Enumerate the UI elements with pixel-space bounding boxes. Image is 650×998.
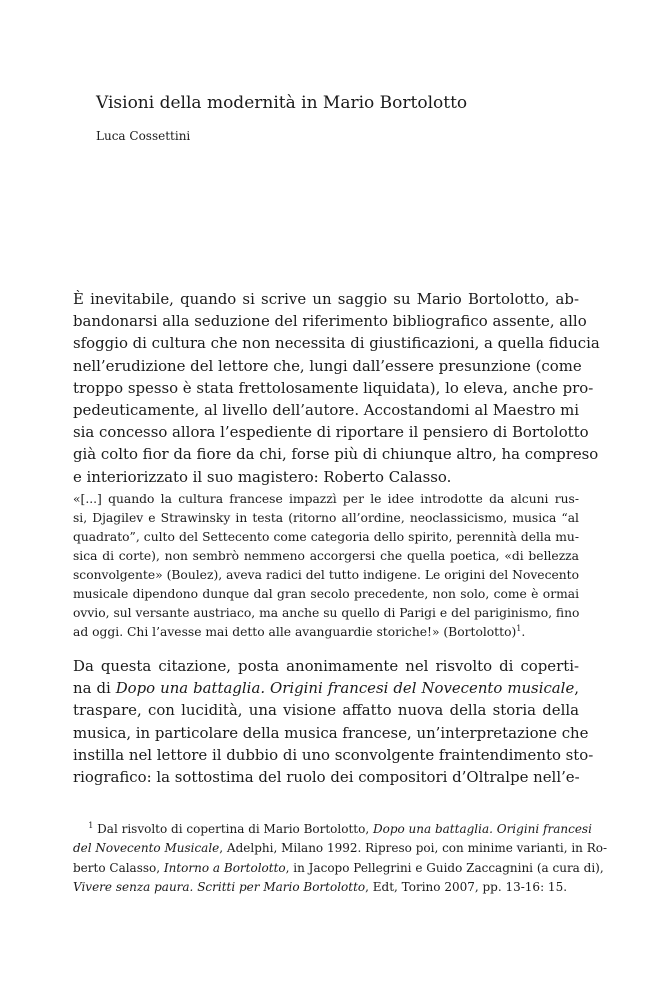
footnote-reference[interactable]: 1 xyxy=(516,623,522,633)
text-line: sfoggio di cultura che non necessita di giustificazioni, a quella fiducia xyxy=(73,334,600,353)
footnote-line xyxy=(73,820,592,839)
quote-line: si, Djagilev e Strawinsky in testa (ritorno all’ordine, neoclassicismo, musica “al xyxy=(73,511,579,525)
text-line: nell’erudizione del lettore che, lungi dall’essere presunzione (come xyxy=(73,356,582,375)
paragraph-intro xyxy=(73,288,600,488)
footnote-line xyxy=(73,839,608,858)
text-line: riografico: la sottostima del ruolo dei compositori d’Oltralpe nell’e- xyxy=(73,768,580,787)
text-line xyxy=(73,677,579,699)
paragraph-analysis xyxy=(73,655,594,788)
text-line: instilla nel lettore il dubbio di uno sconvolgente fraintendimento sto- xyxy=(73,745,594,764)
footnote-line xyxy=(73,859,604,878)
book-title: Dopo una battaglia. Origini francesi del Novecento musicale xyxy=(115,679,575,698)
quote-line: «[...] quando la cultura francese impazzì per le idee introdotte da alcuni rus- xyxy=(73,492,579,506)
quote-line: musicale dipendono dunque dal gran secolo precedente, non solo, come è ormai xyxy=(73,587,579,601)
footnote-book-title: del Novecento Musicale xyxy=(73,841,220,856)
footnote-text: , Adelphi, Milano 1992. Ripreso poi, con minime varianti, in Ro- xyxy=(219,841,608,856)
text-fragment: na di xyxy=(73,679,116,698)
quote-end-period: . xyxy=(521,625,526,639)
quote-last-text: ad oggi. Chi l’avesse mai detto alle avanguardie storiche!» (Bortolotto) xyxy=(73,625,517,639)
article-title: Visioni della modernità in Mario Bortolotto xyxy=(96,93,468,113)
block-quote xyxy=(73,490,579,642)
text-line: Da questa citazione, posta anonimamente nel risvolto di coperti- xyxy=(73,657,579,675)
text-line: sia concesso allora l’espediente di riportare il pensiero di Bortolotto xyxy=(73,423,589,442)
footnote-book-title: Dopo una battaglia. Origini francesi xyxy=(372,822,592,836)
footnote-text: berto Calasso, xyxy=(73,860,164,875)
text-line: troppo spesso è stata frettolosamente liquidata), lo eleva, anche pro- xyxy=(73,378,594,397)
text-line: È inevitabile, quando si scrive un saggio su Mario Bortolotto, ab- xyxy=(73,290,579,308)
footnote-number: 1 xyxy=(88,821,94,830)
text-line: pedeuticamente, al livello dell’autore. Accostandomi al Maestro mi xyxy=(73,401,580,420)
text-line: traspare, con lucidità, una visione affatto nuova della storia della xyxy=(73,701,579,720)
quote-line xyxy=(73,623,579,642)
article-author: Luca Cossettini xyxy=(96,129,191,143)
footnote-book-title: Intorno a Bortolotto xyxy=(163,860,286,875)
footnote-text: , Edt, Torino 2007, pp. 13-16: 15. xyxy=(365,880,568,895)
text-line: e interiorizzato il suo magistero: Roberto Calasso. xyxy=(73,467,452,486)
quote-line: ovvio, sul versante austriaco, ma anche su quello di Parigi e del pariginismo, fino xyxy=(73,606,580,620)
footnote-line xyxy=(73,878,579,897)
text-line: musica, in particolare della musica francese, un’interpretazione che xyxy=(73,723,589,742)
text-line: già colto fior da fiore da chi, forse più di chiunque altro, ha compreso xyxy=(73,445,599,464)
footnote-book-title: Vivere senza paura. Scritti per Mario Bortolotto xyxy=(73,880,366,895)
text-fragment: , xyxy=(574,679,579,698)
quote-line: quadrato”, culto del Settecento come categoria dello spirito, perennità della mu- xyxy=(73,530,579,544)
text-line: bandonarsi alla seduzione del riferimento bibliografico assente, allo xyxy=(73,312,587,331)
footnote-text: Dal risvolto di copertina di Mario Bortolotto, xyxy=(93,822,373,836)
footnote-text: , in Jacopo Pellegrini e Guido Zaccagnini (a cura di), xyxy=(285,860,604,875)
quote-line: sica di corte), non sembrò nemmeno accorgersi che quella poetica, «di bellezza xyxy=(73,549,579,563)
quote-line: sconvolgente» (Boulez), aveva radici del tutto indigene. Le origini del Novecento xyxy=(73,568,579,582)
footnote xyxy=(73,820,608,898)
